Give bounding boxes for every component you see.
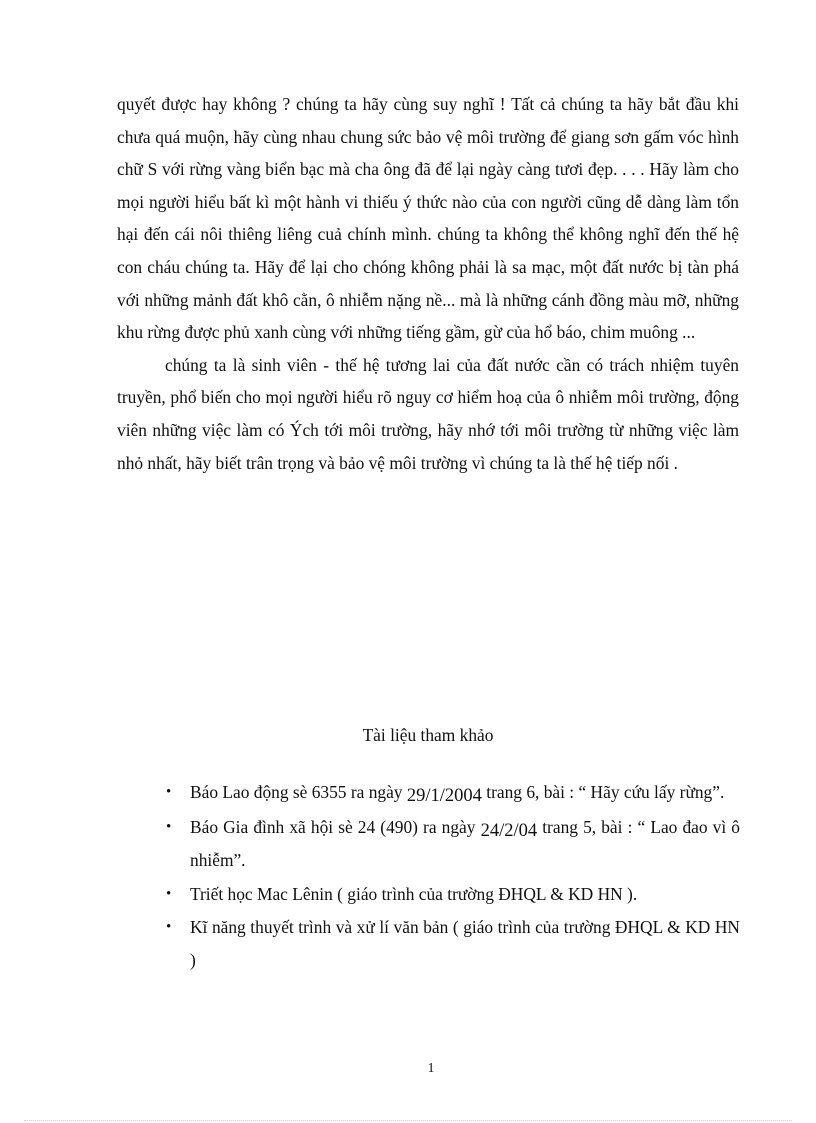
reference-text: Báo Lao động sè 6355 ra ngày xyxy=(190,782,407,802)
reference-text: trang 5, bài : “ Lao đao vì ô nhiễm”. xyxy=(190,816,741,870)
bullet-icon: • xyxy=(166,784,172,800)
references-title: Tài liệu tham khảo xyxy=(362,725,494,745)
bullet-icon: • xyxy=(166,919,172,935)
reference-text: Báo Gia đình xã hội sè 24 (490) ra ngày xyxy=(190,816,481,837)
reference-item-3 xyxy=(168,878,740,911)
bullet-icon: • xyxy=(166,885,172,902)
references-list xyxy=(168,776,740,977)
page-number: 1 xyxy=(427,1061,435,1076)
reference-item-1 xyxy=(168,776,740,810)
reference-item-2 xyxy=(168,811,740,877)
reference-text: Kĩ năng thuyết trình và xử lí văn bản ( giáo trình của trường ĐHQL & KD HN ) xyxy=(190,917,740,970)
page-bottom-border xyxy=(24,1120,792,1121)
reference-text: trang 6, bài : “ Hãy cứu lấy rừng”. xyxy=(481,782,725,802)
paragraph-2: chúng ta là sinh viên - thế hệ tương lai của đất nước cần có trách nhiệm tuyên truyền, phổ biến cho mọi người hiểu rõ nguy cơ hiểm hoạ của ô nhiễm môi trường, động viên những việc làm có Ých tới môi trường, hãy nhớ tới môi trường từ những việc làm nhỏ nhất, hãy biết trân trọng và bảo vệ môi trường vì chúng ta là thế hệ tiếp nối . xyxy=(117,354,739,473)
reference-text: Triết học Mac Lênin ( giáo trình của trường ĐHQL & KD HN ). xyxy=(190,883,638,904)
bullet-icon: • xyxy=(166,818,172,835)
paragraph-1: quyết được hay không ? chúng ta hãy cùng suy nghĩ ! Tất cả chúng ta hãy bắt đầu khi chưa quá muộn, hãy cùng nhau chung sức bảo vệ môi trường để giang sơn gấm vóc hình chữ S với rừng vàng biển bạc mà cha ông đã để lại ngày càng tươi đẹp. . . . Hãy làm cho mọi người hiểu bất kì một hành vi thiếu ý thức nào của con người cũng dễ dàng làm tổn hại đến cái nôi thiêng liêng cuả chính mình. chúng ta không thể không nghĩ đến thế hệ con cháu chúng ta. Hãy để lại cho chóng không phải là sa mạc, một đất nước bị tàn phá với những mảnh đất khô cằn, ô nhiễm nặng nề... mà là những cánh đồng màu mỡ, những khu rừng được phủ xanh cùng với những tiếng gầm, gừ của hổ báo, chim muông ... xyxy=(117,94,739,343)
body-text xyxy=(117,88,739,479)
reference-date: 24/2/04 xyxy=(480,820,538,841)
reference-date: 29/1/2004 xyxy=(406,786,482,806)
reference-item-4 xyxy=(168,911,740,976)
